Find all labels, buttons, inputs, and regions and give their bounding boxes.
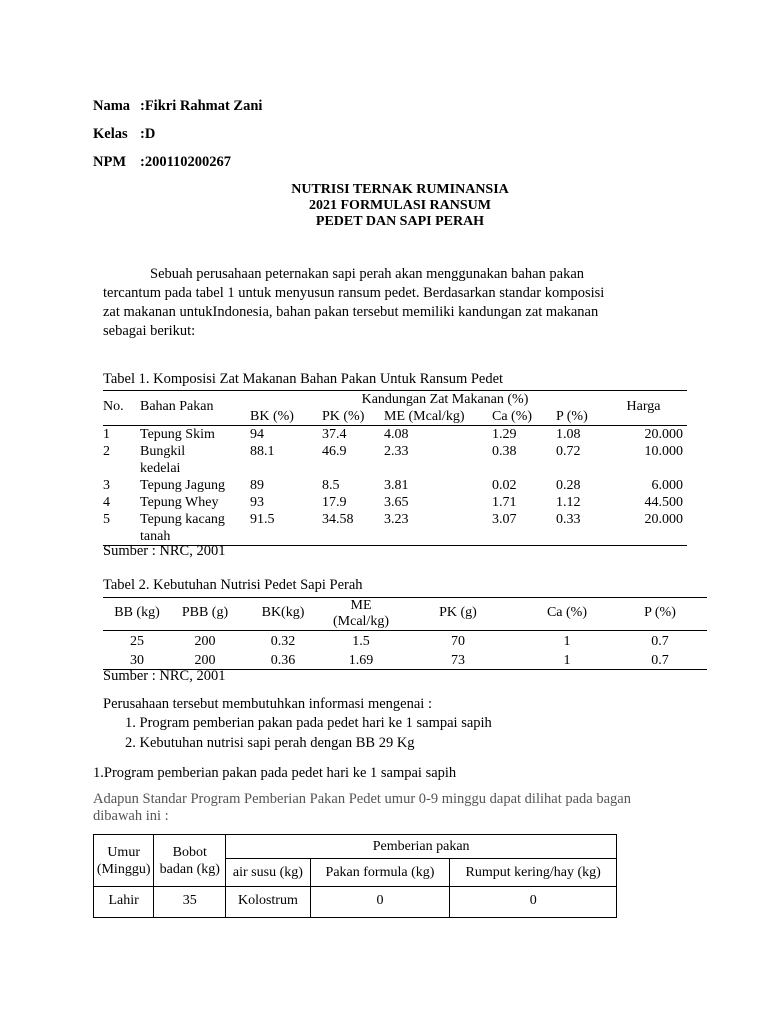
- table2-header-ca: Ca (%): [546, 605, 588, 620]
- table1-source: Sumber : NRC, 2001: [103, 543, 226, 559]
- title-line-3: PEDET DAN SAPI PERAH: [315, 214, 485, 229]
- table1-header-group: Kandungan Zat Makanan (%): [361, 392, 529, 407]
- table1-cell: 3.07: [492, 512, 517, 527]
- table1-cell: 20.000: [644, 427, 683, 442]
- table1-cell: Tepung Jagung: [140, 478, 225, 493]
- table3-cell: 35: [154, 887, 226, 918]
- needs-item-2: 2. Kebutuhan nutrisi sapi perah dengan BB 29 Kg: [125, 735, 415, 751]
- table-row: [94, 887, 617, 918]
- nama-label: Nama: [93, 98, 131, 114]
- table1-cell: 0.72: [556, 444, 581, 459]
- table1-cell: 91.5: [250, 512, 275, 527]
- table1-cell: 44.500: [644, 495, 683, 510]
- intro-line-1: Sebuah perusahaan peternakan sapi perah akan menggunakan bahan pakan: [150, 266, 585, 282]
- table3-header-umur: Umur (Minggu): [94, 835, 154, 887]
- intro-paragraph: [103, 265, 663, 341]
- table2-header-p: P (%): [644, 605, 676, 620]
- table1-header-me: ME (Mcal/kg): [384, 409, 465, 424]
- table1-cell: 6.000: [651, 478, 683, 493]
- table3-cell: 0: [450, 887, 617, 918]
- table1-cell: 0.38: [492, 444, 517, 459]
- table1-cell: 0.33: [556, 512, 581, 527]
- npm-label: NPM: [93, 154, 127, 170]
- table2-cell: 0.36: [270, 653, 296, 668]
- table1-header-ca: Ca (%): [492, 409, 533, 424]
- table1-cell: 89: [250, 478, 264, 493]
- table2-cell: 200: [194, 634, 216, 649]
- table2-cell: 1.5: [352, 634, 370, 649]
- table1-header-bahan: Bahan Pakan: [140, 399, 214, 414]
- table2-cell: 25: [130, 634, 144, 649]
- table2-cell: 1.69: [348, 653, 374, 668]
- nama-value: :Fikri Rahmat Zani: [140, 98, 263, 114]
- section1-heading: 1.Program pemberian pakan pada pedet hari ke 1 sampai sapih: [93, 765, 457, 781]
- table1-caption: Tabel 1. Komposisi Zat Makanan Bahan Pakan Untuk Ransum Pedet: [103, 371, 504, 387]
- table-row: [103, 631, 707, 651]
- table2-cell: 70: [451, 634, 465, 649]
- table1-cell: Tepung Whey: [140, 495, 219, 510]
- table1-cell: 0.02: [492, 478, 517, 493]
- table1-cell: Bungkil kedelai: [140, 444, 186, 476]
- table1-header-pk: PK (%): [322, 409, 365, 424]
- table2-cell: 1: [563, 653, 571, 668]
- title-line-2: 2021 FORMULASI RANSUM: [309, 198, 491, 213]
- table-row: [103, 443, 687, 477]
- needs-intro: Perusahaan tersebut membutuhkan informasi mengenai :: [103, 696, 432, 712]
- table1-cell: 37.4: [322, 427, 347, 442]
- npm-value: :200110200267: [140, 154, 232, 170]
- table3-header-group: Pemberian pakan: [226, 835, 617, 859]
- title-line-1: NUTRISI TERNAK RUMINANSIA: [291, 182, 509, 197]
- table1-cell: Tepung kacang tanah: [140, 512, 225, 544]
- table1-cell: 34.58: [322, 512, 354, 527]
- intro-line-2: tercantum pada tabel 1 untuk menyusun ransum pedet. Berdasarkan standar komposisi: [103, 285, 605, 301]
- table1-cell: 1.08: [556, 427, 581, 442]
- table1-cell: 2: [103, 444, 110, 459]
- table2-cell: 0.7: [651, 653, 669, 668]
- table3-header-rumput: Rumput kering/hay (kg): [450, 859, 617, 887]
- table1-header-bk: BK (%): [250, 409, 294, 424]
- table2-cell: 30: [130, 653, 144, 668]
- needs-item-1: 1. Program pemberian pakan pada pedet hari ke 1 sampai sapih: [125, 715, 492, 731]
- table1-cell: 20.000: [644, 512, 683, 527]
- kelas-value: :D: [140, 126, 156, 142]
- table1-cell: 3.81: [384, 478, 409, 493]
- section1-text-2: dibawah ini :: [93, 808, 169, 824]
- table3-header-bobot: Bobot badan (kg): [154, 835, 226, 887]
- table1-cell: 10.000: [644, 444, 683, 459]
- table1-cell: 93: [250, 495, 264, 510]
- table1-cell: 1: [103, 427, 110, 442]
- table1-cell: 1.12: [556, 495, 581, 510]
- table2-header-pbb: PBB (g): [181, 605, 229, 620]
- table2-cell: 1: [563, 634, 571, 649]
- table3-header-formula: Pakan formula (kg): [310, 859, 450, 887]
- table-row: [103, 511, 687, 546]
- table1-header-p: P (%): [556, 409, 588, 424]
- table3-cell: Kolostrum: [226, 887, 310, 918]
- table1-cell: 46.9: [322, 444, 347, 459]
- table2-header-pk: PK (g): [439, 605, 477, 620]
- table1-cell: 88.1: [250, 444, 275, 459]
- table1-cell: 94: [250, 427, 264, 442]
- table3-cell: Lahir: [94, 887, 154, 918]
- kelas-label: Kelas: [93, 126, 128, 142]
- table1-cell: 8.5: [322, 478, 340, 493]
- table2-source: Sumber : NRC, 2001: [103, 668, 226, 684]
- table-row: [103, 494, 687, 511]
- table3-header-susu: air susu (kg): [226, 859, 310, 887]
- table1-cell: 2.33: [384, 444, 409, 459]
- section1-text-1: Adapun Standar Program Pemberian Pakan Pedet umur 0-9 minggu dapat dilihat pada bagan: [93, 791, 631, 807]
- table1-cell: 17.9: [322, 495, 347, 510]
- table2-cell: 200: [194, 653, 216, 668]
- intro-line-3: zat makanan untukIndonesia, bahan pakan tersebut memiliki kandungan zat makanan: [103, 304, 599, 320]
- table1-cell: 1.29: [492, 427, 517, 442]
- table-row: [103, 650, 707, 670]
- table2-cell: 0.32: [270, 634, 296, 649]
- table1-header-no: No.: [103, 399, 124, 414]
- table1: [103, 390, 687, 546]
- table3-cell: 0: [310, 887, 450, 918]
- table1-cell: 3: [103, 478, 110, 493]
- table2: [103, 597, 707, 670]
- table1-cell: 4: [103, 495, 110, 510]
- table1-cell: 3.23: [384, 512, 409, 527]
- table1-cell: 5: [103, 512, 110, 527]
- table1-cell: Tepung Skim: [140, 427, 215, 442]
- table3: [93, 834, 617, 918]
- table2-header-bk: BK(kg): [261, 605, 305, 620]
- table2-cell: 0.7: [651, 634, 669, 649]
- table2-cell: 73: [451, 653, 465, 668]
- table2-header-bb: BB (kg): [114, 605, 160, 620]
- table1-cell: 1.71: [492, 495, 517, 510]
- table1-header-harga: Harga: [626, 399, 661, 414]
- table1-cell: 0.28: [556, 478, 581, 493]
- table-row: [103, 477, 687, 494]
- table2-caption: Tabel 2. Kebutuhan Nutrisi Pedet Sapi Perah: [103, 577, 363, 593]
- intro-line-4: sebagai berikut:: [103, 323, 196, 339]
- table1-cell: 4.08: [384, 427, 409, 442]
- table-row: [103, 426, 687, 444]
- table1-cell: 3.65: [384, 495, 409, 510]
- table2-header-me: ME (Mcal/kg): [333, 598, 389, 629]
